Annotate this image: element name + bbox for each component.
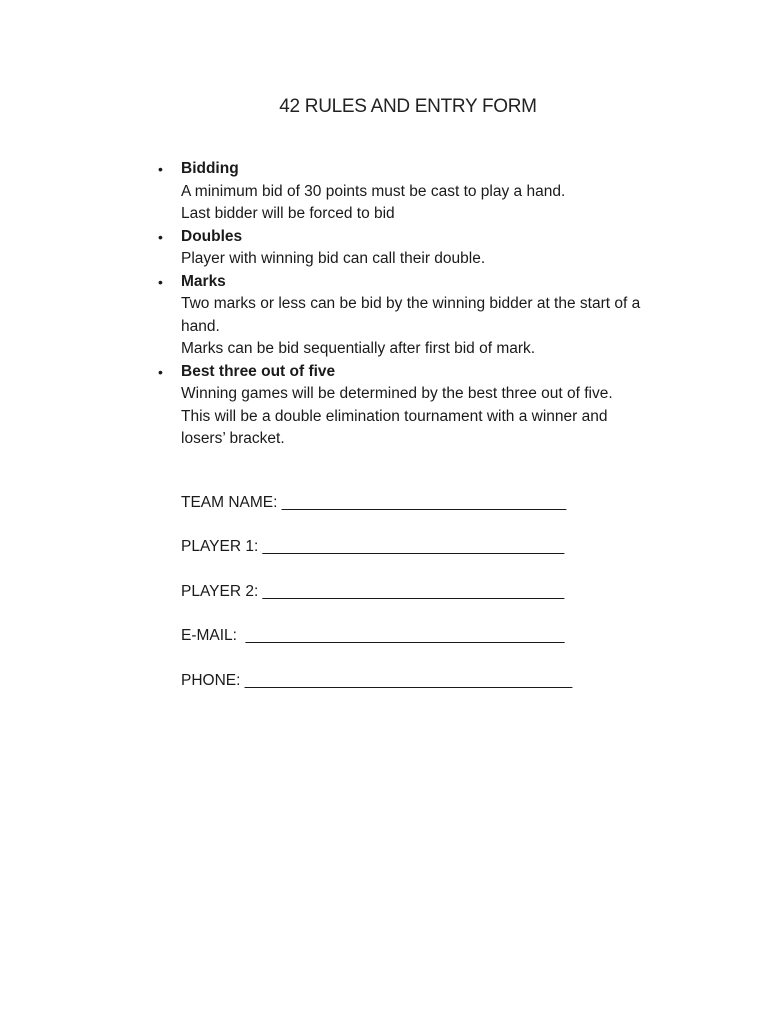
rule-best-three-out-of-five (158, 361, 678, 451)
rule-text: hand. (181, 317, 220, 335)
document-title: 42 RULES AND ENTRY FORM (279, 96, 537, 117)
player-1-field[interactable]: PLAYER 1: ___________________________________ (181, 538, 565, 556)
rule-text: Winning games will be determined by the best three out of five. (181, 385, 613, 402)
rule-bidding (158, 158, 678, 226)
rules-list (158, 158, 678, 451)
team-name-field[interactable]: TEAM NAME: _________________________________ (181, 494, 567, 511)
bullet-icon: • (158, 161, 163, 177)
rule-text: Last bidder will be forced to bid (181, 205, 395, 222)
rule-heading: Doubles (181, 227, 243, 245)
rule-text: losers’ bracket. (181, 430, 285, 447)
bullet-icon: • (158, 228, 163, 245)
rule-heading: Best three out of five (181, 362, 336, 380)
entry-form (181, 492, 572, 714)
rule-text: This will be a double elimination tournament with a winner and (181, 407, 608, 425)
rule-heading: Marks (181, 272, 226, 290)
rule-text: A minimum bid of 30 points must be cast to play a hand. (181, 182, 566, 200)
rule-heading: Bidding (181, 160, 239, 177)
rule-text: Player with winning bid can call their double. (181, 250, 486, 267)
bullet-icon: • (158, 363, 163, 380)
bullet-icon: • (158, 273, 163, 290)
email-field[interactable]: E-MAIL: _____________________________________ (181, 627, 565, 645)
rule-doubles (158, 226, 678, 271)
rule-text: Two marks or less can be bid by the winning bidder at the start of a (181, 295, 641, 312)
rule-text: Marks can be bid sequentially after first bid of mark. (181, 340, 536, 357)
player-2-field[interactable]: PLAYER 2: ___________________________________ (181, 582, 565, 600)
rule-marks (158, 271, 678, 361)
phone-field[interactable]: PHONE: ______________________________________ (181, 671, 573, 689)
